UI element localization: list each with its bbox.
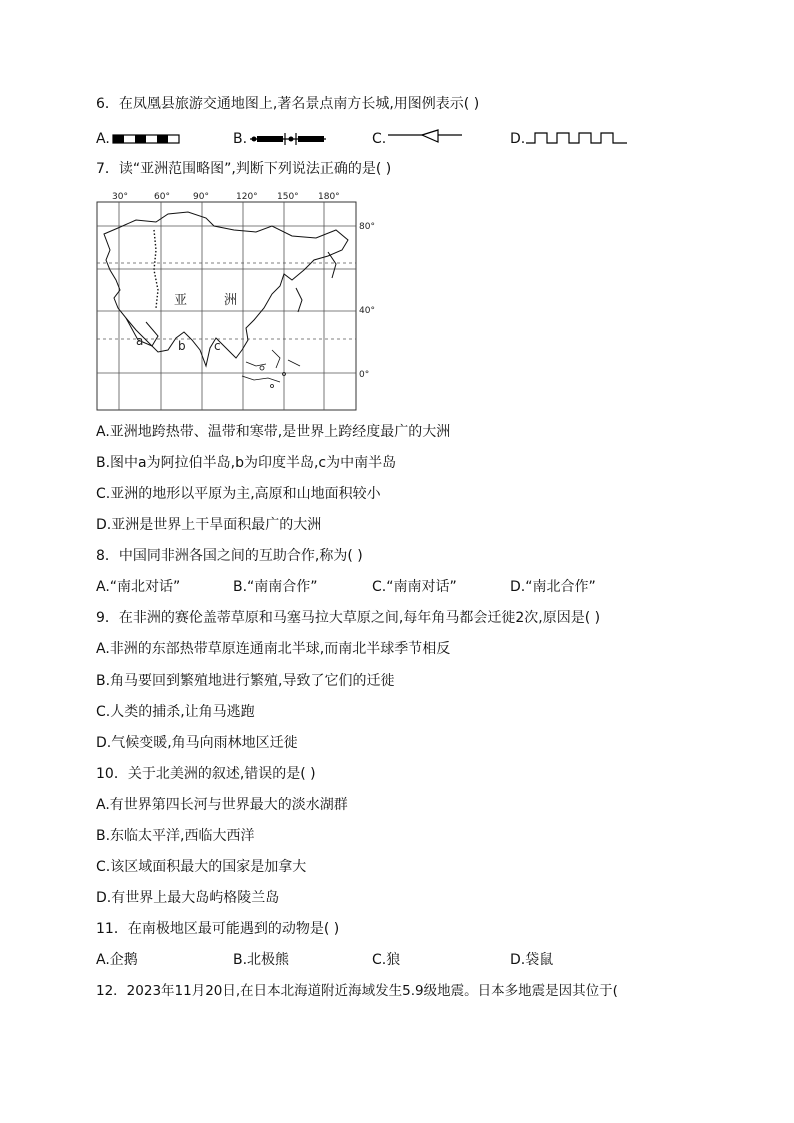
longitude-label: 30° bbox=[112, 192, 128, 202]
q8-option-c: C.“南南对话” bbox=[372, 579, 457, 595]
q6-option-d: D. bbox=[510, 131, 526, 147]
question-11-stem: 11．在南极地区最可能遇到的动物是( ) bbox=[96, 921, 340, 937]
q9-option-b: B.角马要回到繁殖地进行繁殖,导致了它们的迁徙 bbox=[96, 673, 395, 689]
q11-option-b: B.北极熊 bbox=[233, 952, 290, 968]
map-point-label-b: b bbox=[178, 339, 186, 353]
longitude-label: 90° bbox=[193, 192, 209, 202]
q9-option-a: A.非洲的东部热带草原连通南北半球,而南北半球季节相反 bbox=[96, 641, 451, 657]
q7-option-b: B.图中a为阿拉伯半岛,b为印度半岛,c为中南半岛 bbox=[96, 455, 397, 471]
q10-option-d: D.有世界上最大岛屿格陵兰岛 bbox=[96, 890, 280, 906]
latitude-label: 80° bbox=[359, 222, 375, 232]
longitude-label: 120° bbox=[236, 192, 258, 202]
map-point-label-a: a bbox=[136, 334, 144, 348]
q6-option-a: A. bbox=[96, 131, 110, 147]
q10-option-b: B.东临太平洋,西临大西洋 bbox=[96, 828, 255, 844]
map-point-label-c: c bbox=[214, 339, 221, 353]
q11-option-d: D.袋鼠 bbox=[510, 952, 554, 968]
q6-legend-c-icon bbox=[388, 130, 464, 146]
longitude-label: 180° bbox=[318, 192, 340, 202]
q9-option-d: D.气候变暖,角马向雨林地区迁徙 bbox=[96, 735, 298, 751]
q10-option-c: C.该区域面积最大的国家是加拿大 bbox=[96, 859, 307, 875]
q6-option-b: B. bbox=[233, 131, 248, 147]
longitude-label: 60° bbox=[154, 192, 170, 202]
latitude-label: 0° bbox=[359, 370, 370, 380]
latitude-label: 40° bbox=[359, 306, 375, 316]
question-6-stem: 6．在凤凰县旅游交通地图上,著名景点南方长城,用图例表示( ) bbox=[96, 96, 480, 112]
q8-option-a: A.“南北对话” bbox=[96, 579, 181, 595]
q7-option-a: A.亚洲地跨热带、温带和寒带,是世界上跨经度最广的大洲 bbox=[96, 424, 451, 440]
q11-option-a: A.企鹅 bbox=[96, 952, 138, 968]
q7-option-c: C.亚洲的地形以平原为主,高原和山地面积较小 bbox=[96, 486, 381, 502]
q10-option-a: A.有世界第四长河与世界最大的淡水湖群 bbox=[96, 797, 348, 813]
question-7-stem: 7．读“亚洲范围略图”,判断下列说法正确的是( ) bbox=[96, 161, 392, 177]
map-region-label: 亚 bbox=[174, 293, 188, 308]
q7-option-d: D.亚洲是世界上干旱面积最广的大洲 bbox=[96, 517, 322, 533]
q11-option-c: C.狼 bbox=[372, 952, 401, 968]
q6-option-c: C. bbox=[372, 131, 387, 147]
question-9-stem: 9．在非洲的赛伦盖蒂草原和马塞马拉大草原之间,每年角马都会迁徙2次,原因是( ) bbox=[96, 610, 601, 626]
q8-option-d: D.“南北合作” bbox=[510, 579, 596, 595]
q6-legend-b-icon bbox=[248, 132, 328, 146]
question-10-stem: 10．关于北美洲的叙述,错误的是( ) bbox=[96, 766, 316, 782]
asia-range-map bbox=[96, 190, 386, 412]
q6-legend-d-icon bbox=[525, 131, 629, 145]
map-region-label: 洲 bbox=[224, 293, 238, 308]
longitude-label: 150° bbox=[277, 192, 299, 202]
q6-legend-a-icon bbox=[112, 132, 182, 146]
question-12-stem: 12．2023年11月20日,在日本北海道附近海域发生5.9级地震。日本多地震是因其位于( bbox=[96, 983, 618, 999]
q9-option-c: C.人类的捕杀,让角马逃跑 bbox=[96, 704, 255, 720]
q8-option-b: B.“南南合作” bbox=[233, 579, 318, 595]
question-8-stem: 8．中国同非洲各国之间的互助合作,称为( ) bbox=[96, 548, 363, 564]
